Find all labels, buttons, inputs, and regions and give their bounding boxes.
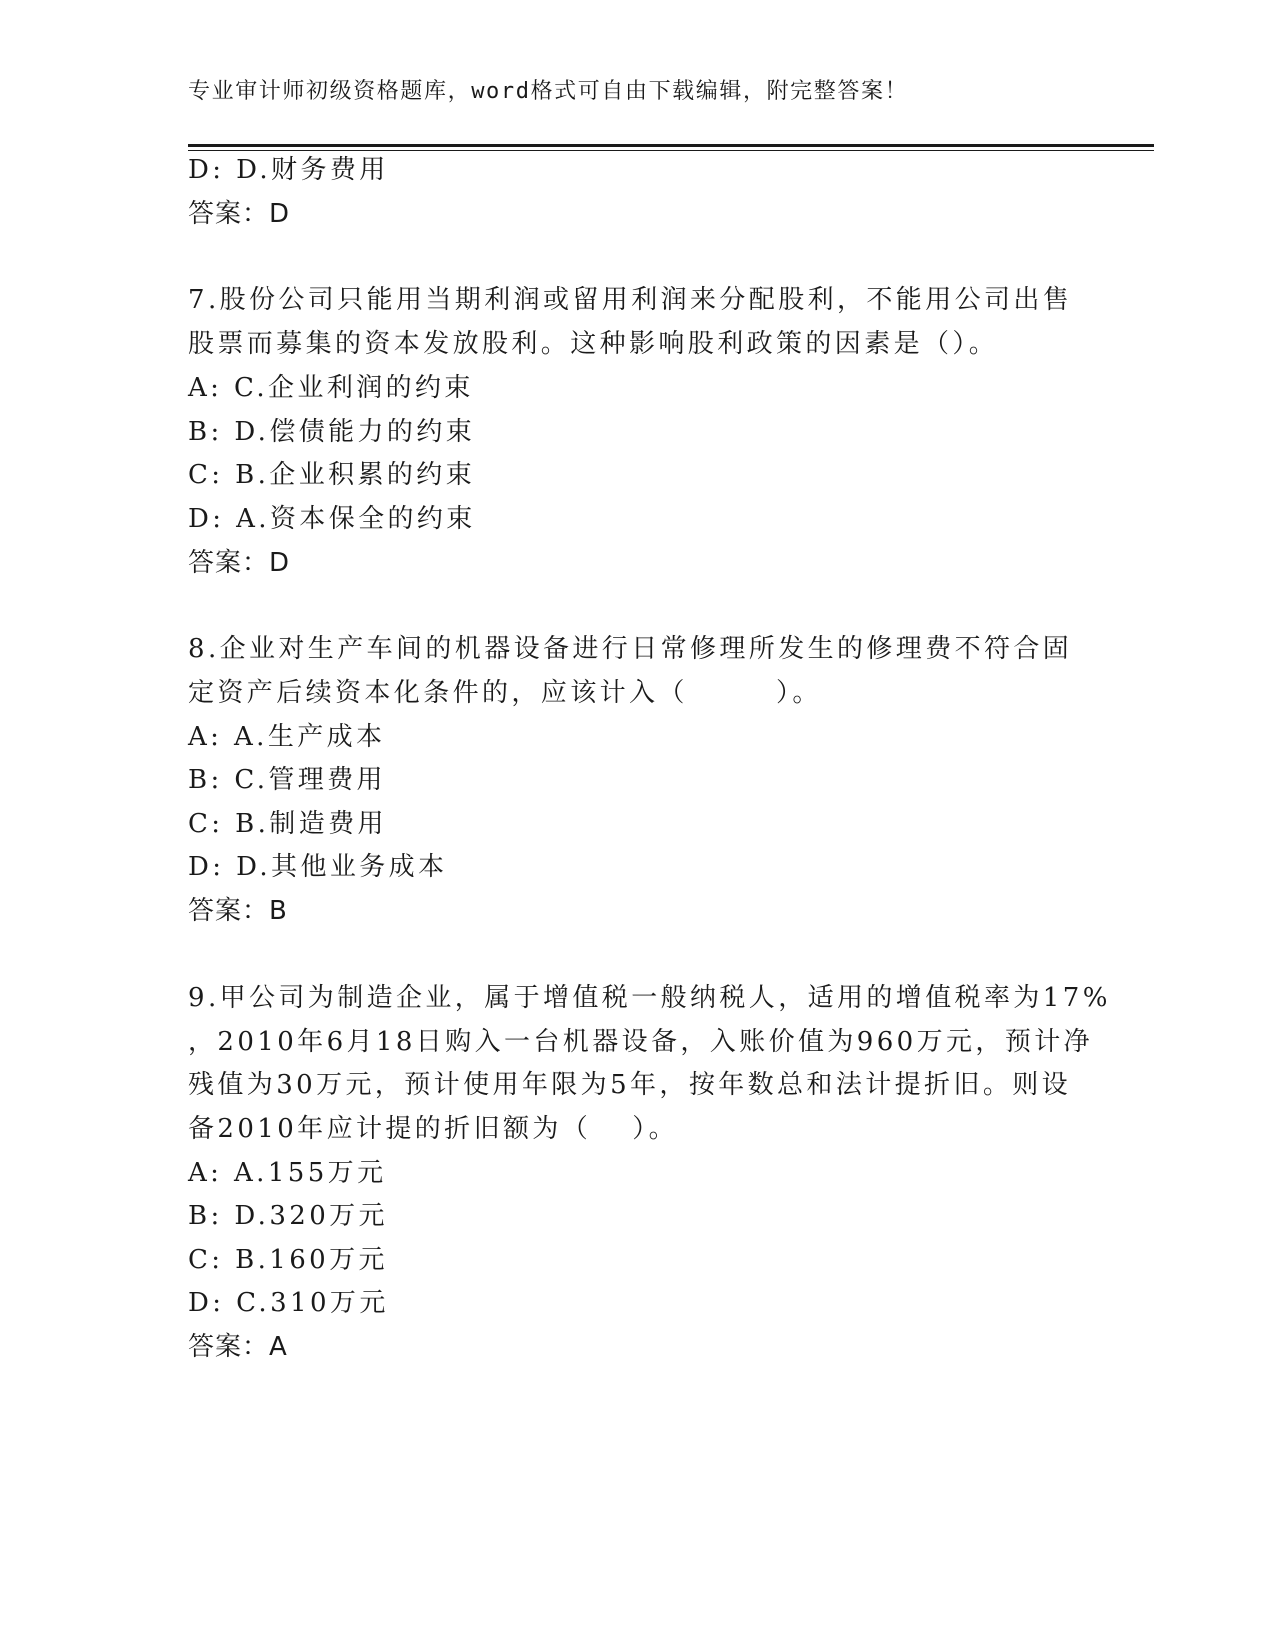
q7-option-c: C: B.企业积累的约束	[188, 460, 476, 490]
q7-stem-line-1: 7.股份公司只能用当期利润或留用利润来分配股利，不能用公司出售	[188, 285, 1073, 315]
q7-answer: 答案：D	[188, 548, 291, 578]
prev-option-d: D: D.财务费用	[188, 155, 389, 185]
prev-answer: 答案：D	[188, 199, 291, 229]
q9-stem-line-4: 备2010年应计提的折旧额为（ ）。	[188, 1114, 679, 1144]
q8-option-a: A: A.生产成本	[188, 722, 386, 752]
page-header: 专业审计师初级资格题库，word格式可自由下载编辑，附完整答案！	[188, 79, 909, 104]
q7-option-b: B: D.偿债能力的约束	[188, 417, 476, 447]
q9-stem-line-3: 残值为30万元，预计使用年限为5年，按年数总和法计提折旧。则设	[188, 1070, 1072, 1100]
q7-option-d: D: A.资本保全的约束	[188, 504, 476, 534]
q9-option-b: B: D.320万元	[188, 1201, 388, 1231]
q7-option-a: A: C.企业利润的约束	[188, 373, 474, 403]
q9-option-a: A: A.155万元	[188, 1158, 387, 1188]
q7-stem-line-2: 股票而募集的资本发放股利。这种影响股利政策的因素是（）。	[188, 329, 999, 359]
q8-option-d: D: D.其他业务成本	[188, 852, 448, 882]
q8-stem-line-2: 定资产后续资本化条件的，应该计入（ ）。	[188, 678, 822, 708]
q9-answer: 答案：A	[188, 1332, 288, 1362]
q8-option-c: C: B.制造费用	[188, 809, 387, 839]
header-rule-thick	[188, 144, 1154, 147]
q9-option-c: C: B.160万元	[188, 1245, 388, 1275]
q8-stem-line-1: 8.企业对生产车间的机器设备进行日常修理所发生的修理费不符合固	[188, 634, 1073, 664]
q8-option-b: B: C.管理费用	[188, 765, 386, 795]
q8-answer: 答案：B	[188, 896, 288, 926]
q9-option-d: D: C.310万元	[188, 1288, 389, 1318]
q9-stem-line-1: 9.甲公司为制造企业，属于增值税一般纳税人，适用的增值税率为17%	[188, 983, 1111, 1013]
q9-stem-line-2: ，2010年6月18日购入一台机器设备，入账价值为960万元，预计净	[188, 1027, 1094, 1057]
